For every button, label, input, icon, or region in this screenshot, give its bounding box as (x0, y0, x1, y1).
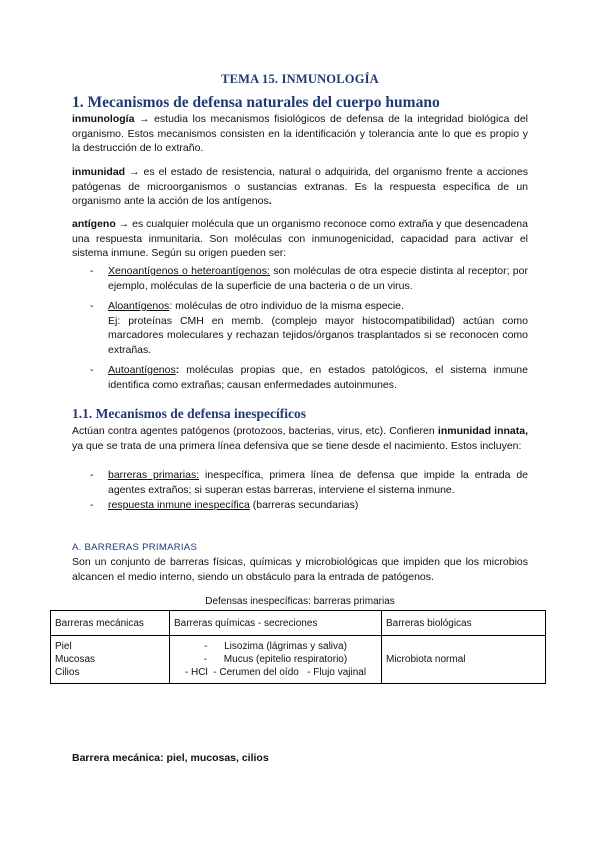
mechanical-cell (51, 636, 170, 684)
term-inmunologia: inmunología (72, 113, 135, 125)
text-inmunologia: → estudia los mecanismos fisiológicos de defensa de la integridad biológica del organismo. Estos mecanismos consisten en la identificación y tolerancia ante lo que es propio y la destrucción de lo extraño. (72, 113, 528, 154)
barrera-mecanica-heading: Barrera mecánica: piel, mucosas, cilios (72, 752, 269, 764)
paragraph-inmunidad (72, 165, 528, 209)
table-cell-text: - HCl - Cerumen del oído - Flujo vajinal (184, 667, 367, 678)
term-autoantigenos: Autoantígenos (108, 364, 176, 376)
section-1-1-heading: 1.1. Mecanismos de defensa inespecíficos (72, 406, 306, 421)
paragraph-inmunologia (72, 112, 528, 156)
term-xenoantigenos: Xenoantígenos o heteroantígenos: (108, 265, 270, 277)
table-cell-text: - Mucus (epitelio respiratorio) (203, 654, 348, 665)
page-title: TEMA 15. INMUNOLOGÍA (221, 72, 379, 86)
text-pre: Actúan contra agentes patógenos (protozoos, bacterias, virus, etc). Confieren (72, 425, 438, 437)
text-inmunidad: → es el estado de resistencia, natural o adquirida, del organismo frente a acciones patógenas de microorganismos o sustancias extranas. Es la respuesta específica de un organismo ante la acción de los antígenos (72, 166, 528, 207)
table-header: Barreras biológicas (382, 611, 546, 636)
chemical-cell (170, 636, 382, 684)
text-inmunidad-end: . (268, 195, 272, 207)
barriers-table (50, 610, 546, 684)
table-header: Barreras mecánicas (51, 611, 170, 636)
list-item (88, 363, 528, 392)
biological-cell: Microbiota normal (382, 636, 546, 684)
term-respuesta-inespecifica: respuesta inmune inespecífica (108, 499, 250, 511)
text-aloantigenos-example: Ej: proteínas CMH en memb. (complejo mayor histocompatibilidad) actúan como marcadores moleculares y rechazan tejidos/órganos trasplantados si se reconocen como extrañas. (108, 314, 528, 356)
list-item (88, 299, 528, 357)
antigen-types-list (88, 264, 528, 398)
text-aloantigenos: : moléculas de otro individuo de la misma especie. (169, 300, 404, 312)
table-cell-text: Mucosas (55, 654, 96, 665)
list-item (88, 498, 528, 513)
table-cell-text: Cilios (55, 667, 80, 678)
term-inmunidad-innata: inmunidad innata, (437, 425, 528, 437)
section-1-heading: 1. Mecanismos de defensa naturales del cuerpo humano (72, 94, 440, 111)
defense-list (88, 468, 528, 519)
text-post: ya que se trata de una primera línea defensiva que se tiene desde el nacimiento. Estos incluyen: (72, 439, 522, 452)
paragraph-inespecificos (72, 424, 528, 453)
table-row (51, 636, 546, 684)
table-header: Barreras químicas - secreciones (170, 611, 382, 636)
text-respuesta-inespecifica: (barreras secundarias) (249, 499, 359, 511)
text-autoantigenos: moléculas propias que, en estados patológicos, el sistema inmune identifica como extrañas; causan enfermedades autoinmunes. (108, 364, 528, 391)
list-item (88, 264, 528, 293)
paragraph-barreras-primarias: Son un conjunto de barreras físicas, químicas y microbiológicas que impiden que los microbios alcancen el medio interno, siendo un obstáculo para la entrada de patógenos. (72, 556, 528, 583)
paragraph-antigeno (72, 217, 528, 261)
table-caption: Defensas inespecíficas: barreras primarias (205, 596, 395, 607)
section-a-heading: A. BARRERAS PRIMARIAS (72, 542, 198, 553)
text-xenoantigenos: son moléculas de otra especie distinta al receptor; por ejemplo, moléculas de la superficie de una bacteria o de un virus. (108, 265, 528, 292)
table-cell-text: Piel (55, 641, 72, 652)
table-header-row (51, 611, 546, 636)
term-autoantigenos-colon: : (175, 364, 180, 376)
term-inmunidad: inmunidad (72, 166, 126, 178)
list-item (88, 468, 528, 497)
text-barreras-primarias: inespecífica, primera línea de defensa que impide la entrada de agentes extraños; si superan estas barreras, interviene el sistema inmune. (108, 469, 529, 496)
text-antigeno: → es cualquier molécula que un organismo reconoce como extraña y que desencadena una respuesta inmunitaria. Son moléculas con inmunogenicidad, capacidad para activar el sistema inmune. Según su origen pueden ser: (72, 218, 528, 259)
term-aloantigenos: Aloantígenos (108, 300, 170, 312)
term-barreras-primarias: barreras primarias: (108, 469, 200, 481)
table-cell-text: - Lisozima (lágrimas y saliva) (204, 641, 347, 652)
term-antigeno: antígeno (72, 218, 116, 230)
